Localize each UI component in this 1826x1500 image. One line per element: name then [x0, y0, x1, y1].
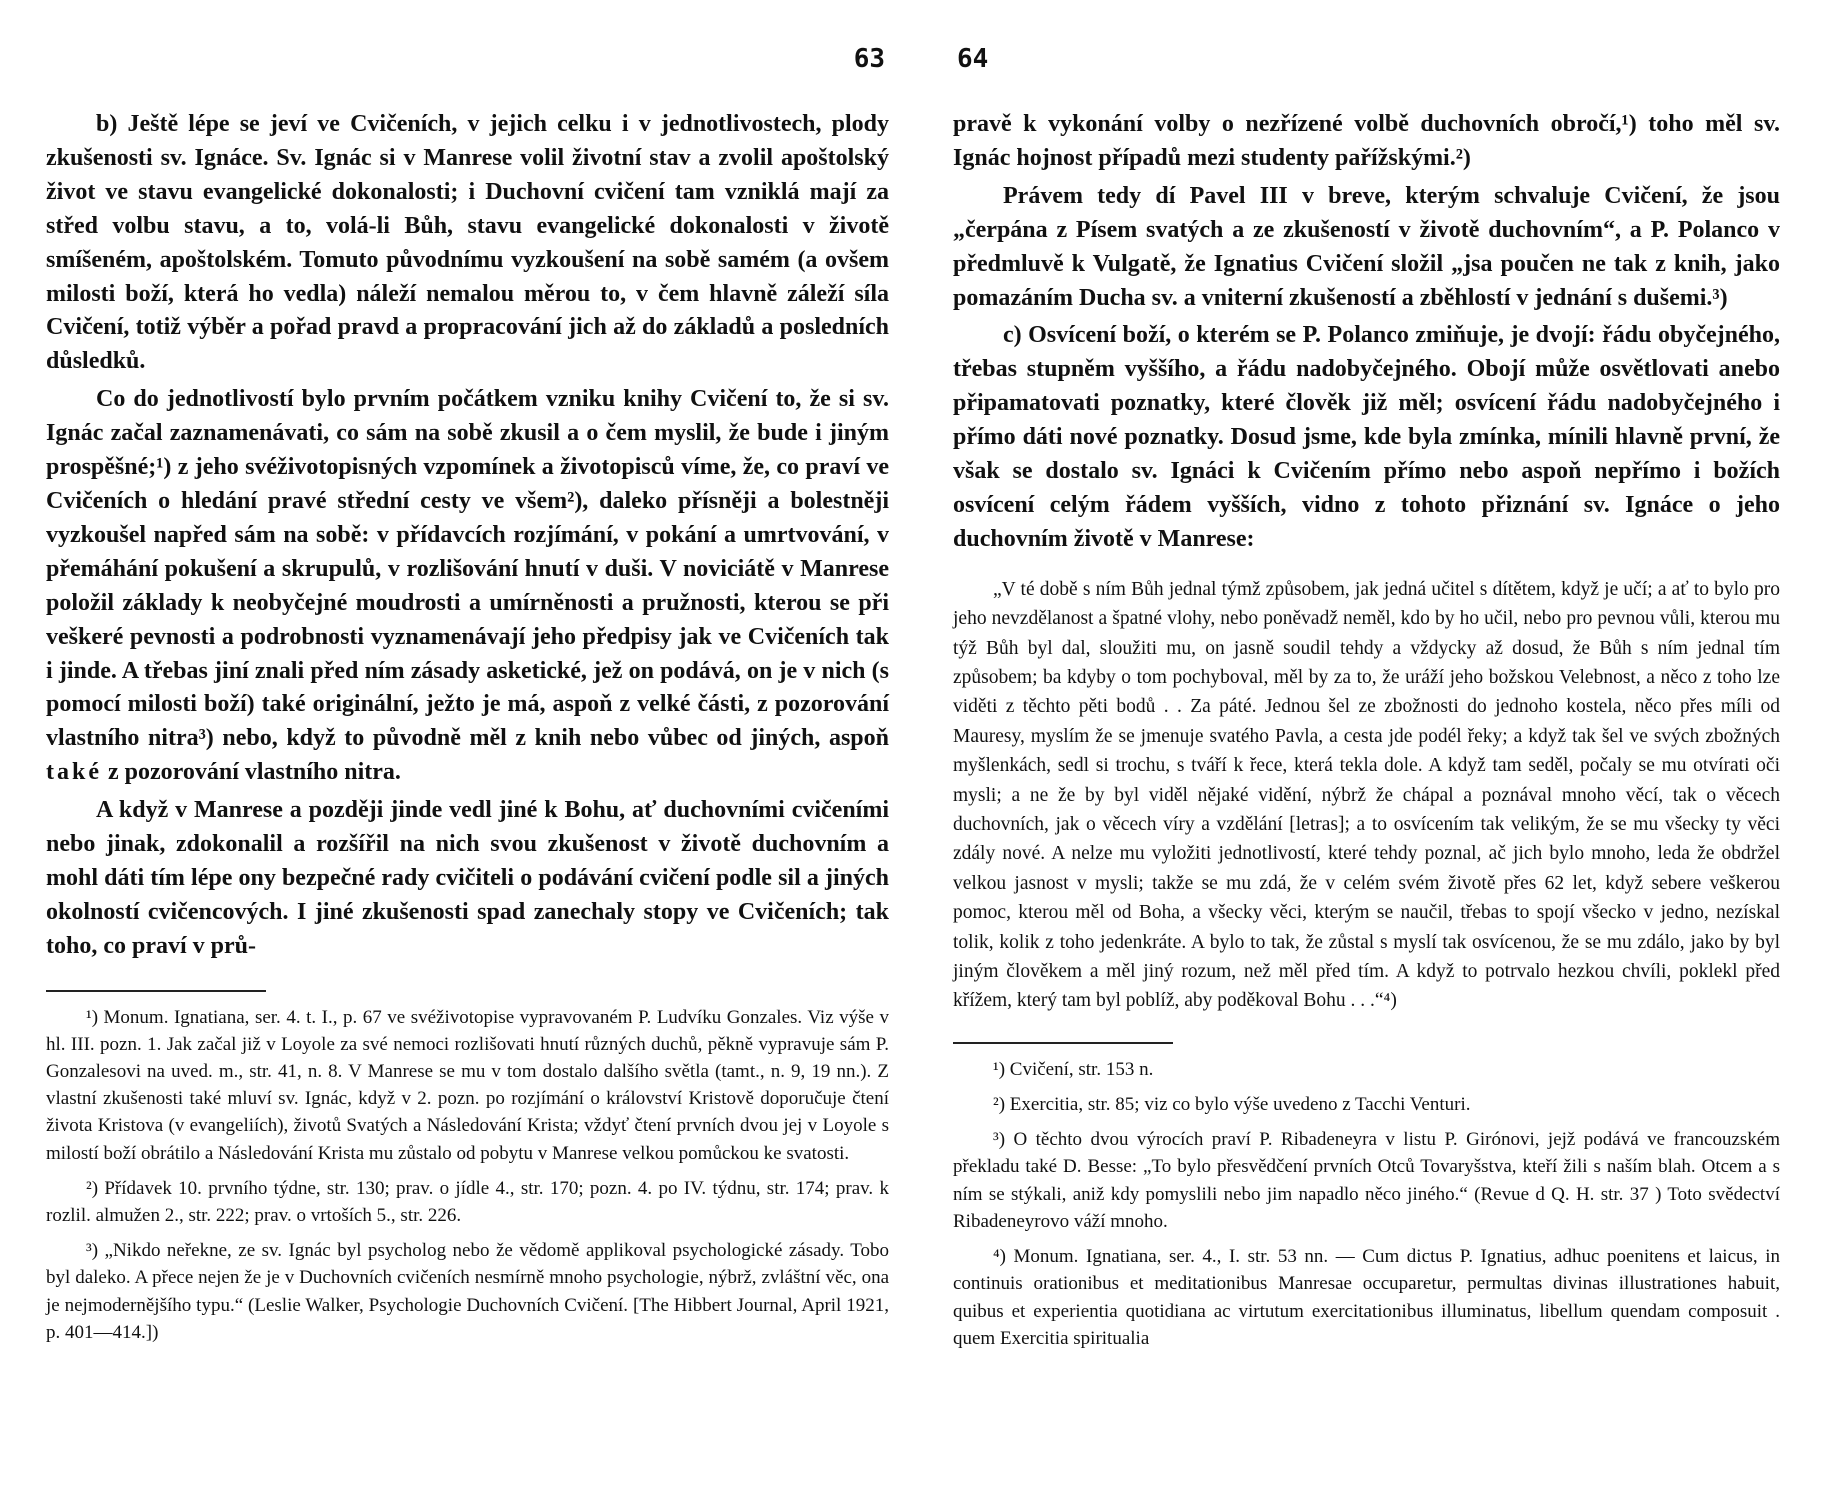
paragraph: Právem tedy dí Pavel III v breve, kterým schvaluje Cvičení, že jsou „čerpána z Písem svatých a ze zkušeností v životě duchovním“, a P. Polanco v předmluvě k Vulgatě, že Ignatius Cvičení složil „jsa poučen ne tak z knih, jako pomazáním Ducha sv. a vniterní zkušeností a zběhlostí v jednání s dušemi.³): [953, 182, 1780, 311]
paragraph: c) Osvícení boží, o kterém se P. Polanco zmiňuje, je dvojí: řádu obyčejného, třebas stupněm vyššího, a řádu nadobyčejného. Obojí může osvětlovati anebo připamatovati poznatky, které člověk již měl; osvícení řádu nadobyčejného i přímo dáti nové poznatky. Dosud jsme, kde byla zmínka, mínili hlavně první, že však se dostalo sv. Ignáci k Cvičením přímo nebo aspoň nepřímo i božích osvícení celým řádem vyšších, vidno z tohoto přiznání sv. Ignáce o jeho duchovním životě v Manrese:: [953, 322, 1780, 552]
footnote-rule: [953, 1042, 1173, 1044]
paragraph: A když v Manrese a později jinde vedl jiné k Bohu, ať duchovními cvičeními nebo jinak, zdokonalil a rozšířil na nich svou zkušenost v životě duchovním a mohl dáti tím lépe ony bezpečné rady cvičiteli o podávání cvičení podle sil a jiných okolností cvičencových. I jiné zkušenosti spad zanechaly stopy ve Cvičeních; tak toho, co praví v prů-: [46, 797, 889, 959]
main-text: [953, 108, 1780, 557]
footnote: ⁴) Monum. Ignatiana, ser. 4., I. str. 53 nn. — Cum dictus P. Ignatius, adhuc poenitens et laicus, in continuis orationibus et meditationibus Manresae occuparetur, permultas divinas illustrationes habuit, quibus et experientia quotidiana ac virtutum exercitationibus illuminatus, libellum quendam composuit . quem Exercitia spiritualia: [953, 1246, 1780, 1349]
block-quote: [953, 575, 1780, 1016]
footnote: ³) O těchto dvou výrocích praví P. Ribadeneyra v listu P. Girónovi, jejž podává ve francouzském překladu také D. Besse: „To bylo přesvědčení prvních Otců Tovaryšstva, kteří žili s naším blah. Otcem a s ním se stýkali, aniž kdy pomyslili nebo jim napadlo něco jiného.“ (Revue d Q. H. str. 37 ) Toto svědectví Ribadeneyrovo váží mnoho.: [953, 1129, 1780, 1232]
main-text: [46, 108, 889, 964]
footnote: ³) „Nikdo neřekne, ze sv. Ignác byl psycholog nebo že vědomě applikoval psychologické zásady. Tobo byl daleko. A přece nejen že je v Duchovních cvičeních nesmírně mnoho psychologie, nýbrž, zvláštní věc, ona je nejmodernějšího typu.“ (Leslie Walker, Psychologie Duchovních Cvičení. [The Hibbert Journal, April 1921, p. 401—414.]): [46, 1240, 889, 1343]
paragraph: [46, 383, 889, 790]
paragraph-tail: z pozorování vlastního nitra.: [108, 759, 401, 786]
spaced-emphasis: také: [46, 759, 102, 786]
right-page: [913, 0, 1826, 1500]
paragraph: b) Ještě lépe se jeví ve Cvičeních, v jejich celku i v jednotlivostech, plody zkušenosti sv. Ignáce. Sv. Ignác si v Manrese volil životní stav a zvolil apoštolský život ve stavu evangelické dokonalosti; i Duchovní cvičení tam vzniklá mají za střed volbu stavu, a to, volá-li Bůh, stavu evangelické dokonalosti v životě smíšeném, apoštolském. Tomuto původnímu vyzkoušení na sobě samém (a ovšem milosti boží, která ho vedla) náleží nemalou měrou to, v čem hlavně záleží síla Cvičení, totiž výběr a pořad pravd a propracování jich až do základů a posledních důsledků.: [46, 111, 889, 375]
paragraph: pravě k vykonání volby o nezřízené volbě duchovních obročí,¹) toho měl sv. Ignác hojnost případů mezi studenty pařížskými.²): [953, 111, 1780, 171]
footnotes: [46, 1004, 889, 1346]
page-number: 63: [853, 44, 885, 74]
footnote: ²) Exercitia, str. 85; viz co bylo výše uvedeno z Tacchi Venturi.: [993, 1094, 1471, 1116]
quote-text: „V té době s ním Bůh jednal týmž způsobem, jak jedná učitel s dítětem, když je učí; a ať to bylo pro jeho nevzdělanost a špatné vlohy, nebo poněvadž neměl, kdo by ho učil, nebo pro pevnou vůli, kterou mu týž Bůh byl dal, sloužiti mu, on jasně soudil tehdy a vždycky až dosud, že Bůh s ním jednal tím způsobem; ba kdyby o tom pochyboval, měl by za to, že uráží jeho božskou Velebnost, a něco z toho lze viděti z těchto pěti bodů . . Za páté. Jednou šel ze zbožnosti do jednoho kostela, něco přes míli od Mauresy, myslím že se jmenuje svatého Pavla, a cesta jde podél řeky; a když tak šel ve svých zbožných myšlenkách, sedl si trochu, s tváří k řece, která tekla dole. A když tam seděl, počaly se mu otvírati oči mysli; a ne že by byl viděl nějaké vidění, nýbrž že chápal a poznával mnoho věcí, tak o věcech duchovních, jak o věcech víry a vzdělání [letras]; a to osvícením tak velikým, že se mu všecky ty věci zdály nové. A nelze mu vyložiti jednotlivostí, které tehdy poznal, ač jich bylo mnoho, leda že obdržel velkou jasnost v mysli; takže se mu zdá, že v celém svém životě přes 62 let, když sebere veškerou pomoc, kterou měl od Boha, a všecky věci, kterým se naučil, třebas to spojí všecko v jedno, nezískal tolik, kolik z toho jedenkráte. A bylo to tak, že zůstal s myslí tak osvícenou, že se mu zdálo, jako by byl jiným člověkem a měl jiný rozum, než měl před tím. A když to potrvalo hezkou chvíli, poklekl před křížem, který tam byl poblíž, aby poděkoval Bohu . . .“⁴): [953, 578, 1780, 1012]
page-body: [46, 108, 889, 1346]
footnote: ²) Přídavek 10. prvního týdne, str. 130; prav. o jídle 4., str. 170; pozn. 4. po IV. týdnu, str. 174; prav. k rozlil. almužen 2., str. 222; prav. o vrtoších 5., str. 226.: [46, 1177, 889, 1227]
page-number: 64: [957, 44, 989, 74]
footnote: ¹) Cvičení, str. 153 n.: [993, 1058, 1154, 1080]
footnote-rule: [46, 990, 266, 992]
page-body: [953, 108, 1780, 1352]
footnote: ¹) Monum. Ignatiana, ser. 4. t. I., p. 67 ve svéživotopise vypravovaném P. Ludvíku Gonzales. Viz výše v hl. III. pozn. 1. Jak začal již v Loyole za své nemoci rozlišovati hnutí různých duchů, pěkně vypravuje sám P. Gonzalesovi na uved. m., str. 41, n. 8. V Manrese se mu v tom dostalo dalšího světla (tamt., n. 9, 19 nn.). Z vlastní zkušenosti také mluví sv. Ignác, když v 2. pozn. po rozjímání o království Kristově doporučuje čtení života Kristova (v evangeliích), životů Svatých a Následování Krista; vždyť čtení prvních dvou jej v Loyole s milostí boží obrátilo a Následování Krista mu zůstalo od pobytu v Manrese velkou pomůckou ke svatosti.: [46, 1006, 889, 1164]
paragraph-text: Co do jednotlivostí bylo prvním počátkem vzniku knihy Cvičení to, že si sv. Ignác začal zaznamenávati, co sám na sobě zkusil a o čem myslil, že bude i jiným prospěšné;¹) z jeho svéživotopisných vzpomínek a životopisců víme, že, co praví ve Cvičeních o hledání pravé střední cesty ve všem²), daleko přísněji a bolestněji vyzkoušel napřed sám na sobě: v přídavcích rozjímání, v pokání a umrtvování, v přemáhání pokušení a skrupulů, v rozlišování hnutí v duši. V noviciátě v Manrese položil základy k neobyčejné moudrosti a umírněnosti a pružnosti, kterou se při veškeré pevnosti a podrobnosti vyznamenávají jeho předpisy jak ve Cvičeních tak i jinde. A třebas jiní znali před ním zásady asketické, jež on podává, on je v nich (s pomocí milosti boží) také originální, ježto je má, aspoň z velké části, z pozorování vlastního nitra³) nebo, když to původně měl z knih nebo vůbec od jiných, aspoň: [46, 386, 889, 752]
footnotes: [953, 1056, 1780, 1352]
